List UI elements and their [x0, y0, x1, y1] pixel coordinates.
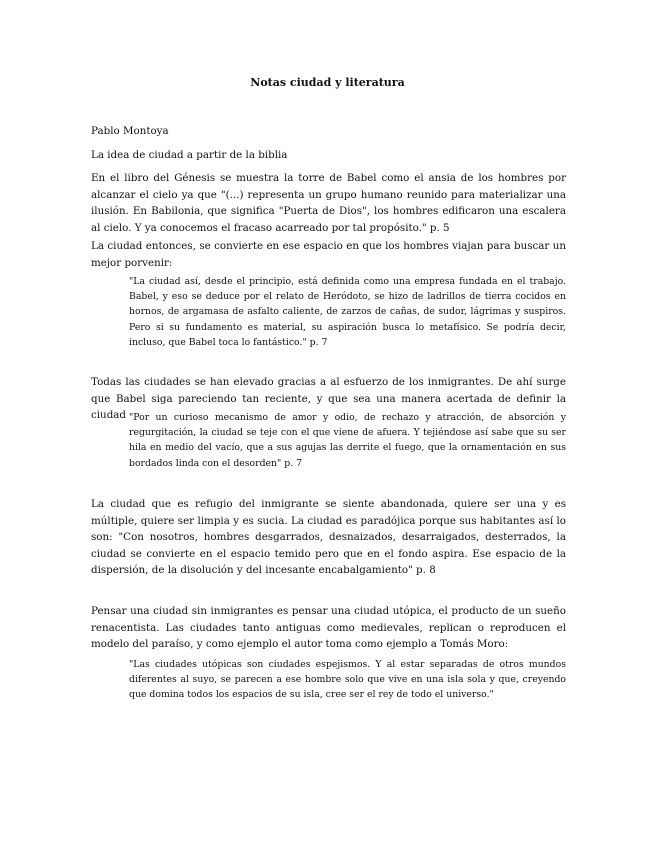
quote-herodoto: "La ciudad así, desde el principio, está definida como una empresa fundada en el trabajo. Babel, y eso se deduce por el relato de Heródoto, se hizo de ladrillos de tierra cocidos en hornos, de argamasa de asfalto caliente, de zarzos de cañas, de sudor, lágrimas y suspiros. Pero si su fundamento es material, su aspiración busca lo metafísico. Se podría decir, incluso, que Babel toca lo fantástico." p. 7 — [129, 276, 566, 348]
author-name: Pablo Montoya — [91, 125, 169, 137]
document-title: Notas ciudad y literatura — [250, 76, 405, 89]
paragraph-babel: En el libro del Génesis se muestra la torre de Babel como el ansia de los hombres por alcanzar el cielo ya que "(...) representa un grupo humano reunido para materializar una ilusión. En Babilonia, que significa "Puerta de Dios", los hombres edificaron una escalera al cielo. Y ya conocemos el fracaso acarreado por tal propósito." p. 5 — [91, 172, 566, 234]
section-heading: La idea de ciudad a partir de la biblia — [91, 149, 288, 161]
paragraph-inmigrantes: Todas las ciudades se han elevado gracias a al esfuerzo de los inmigrantes. De ahí surge que Babel siga pareciendo tan reciente, y que sea una manera acertada de definir la ciudad — [91, 376, 566, 421]
quote-amor-odio: "Por un curioso mecanismo de amor y odio, de rechazo y atracción, de absorción y regurgitación, la ciudad se teje con el que viene de afuera. Y tejiéndose así sabe que su ser hila en medio del vacío, que a sus agujas las derrite el fuego, que la ornamentación en sus bordados linda con el desorden" p. 7 — [129, 412, 566, 469]
quote-tomas-moro: "Las ciudades utópicas son ciudades espejismos. Y al estar separadas de otros mundos diferentes al suyo, se parecen a ese hombre solo que vive en una isla sola y que, creyendo que domina todos los espacios de su isla, cree ser el rey de todo el universo." — [129, 659, 566, 701]
paragraph-porvenir: La ciudad entonces, se convierte en ese espacio en que los hombres viajan para buscar un mejor porvenir: — [91, 240, 566, 269]
paragraph-refugio: La ciudad que es refugio del inmigrante se siente abandonada, quiere ser una y es múltiple, quiere ser limpia y es sucia. La ciudad es paradójica porque sus habitantes así lo son: "Con nosotros, hombres desgarrados, desnaizados, desarraigados, desterrados, la ciudad se convierte en el espacio temido pero que en el fondo aspira. Ese espacio de la dispersión, de la disolución y del incesante encabalgamiento" p. 8 — [91, 498, 566, 576]
paragraph-utopia: Pensar una ciudad sin inmigrantes es pensar una ciudad utópica, el producto de un sueño renacentista. Las ciudades tanto antiguas como medievales, replican o reproducen el modelo del paraíso, y como ejemplo el autor toma como ejemplo a Tomás Moro: — [91, 605, 566, 650]
